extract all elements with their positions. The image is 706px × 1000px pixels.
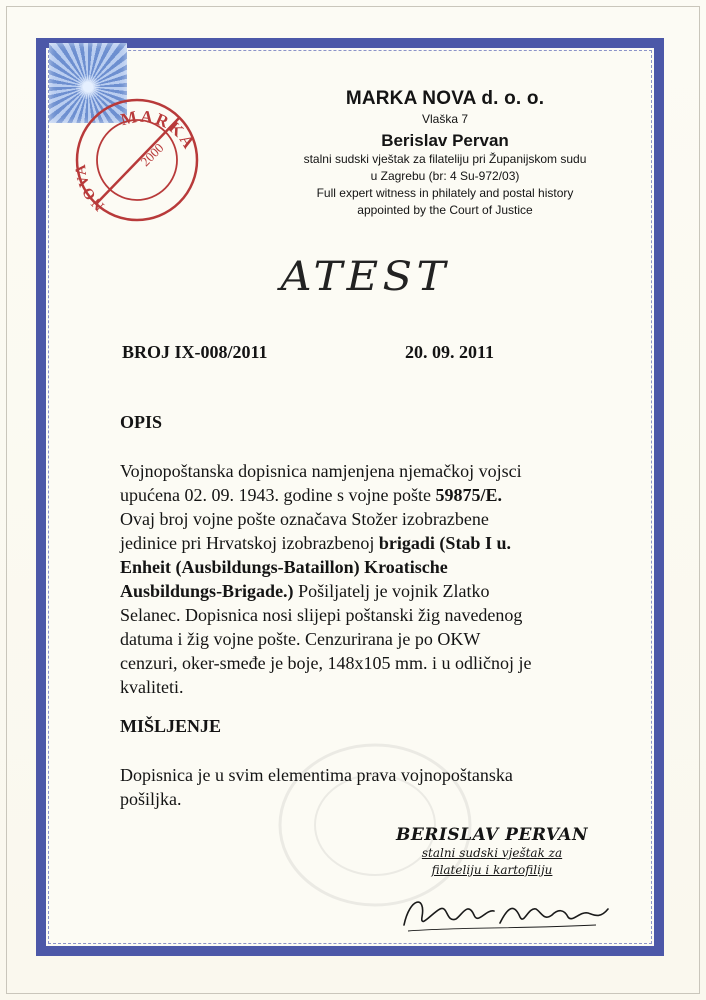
section-heading-misljenje: MIŠLJENJE <box>120 716 222 736</box>
signature-block <box>372 825 612 879</box>
description-line: Vojnopoštanska dopisnica namjenjena njemačkoj vojsci <box>120 461 522 481</box>
description-line: Ausbildungs-Brigade.) Pošiljatelj je vojnik Zlatko <box>120 581 490 601</box>
expert-credential-line: Full expert witness in philately and postal history <box>316 186 574 200</box>
signature-role-line: stalni sudski vještak za <box>421 846 563 860</box>
stamp-seal-icon <box>72 95 202 225</box>
section-heading-opis: OPIS <box>120 412 163 432</box>
expert-credential-line: appointed by the Court of Justice <box>357 203 533 217</box>
opinion-line: Dopisnica je u svim elementima prava vojnopoštanska <box>120 765 513 785</box>
svg-text:NOVA <box>73 162 108 213</box>
description-line: Ovaj broj vojne pošte označava Stožer izobrazbene <box>120 509 489 529</box>
handwritten-signature-icon <box>396 887 616 937</box>
signature-role-line: filateliju i kartofiliju <box>431 863 553 877</box>
watermark-stamp-icon <box>270 730 480 910</box>
expert-credential-line: stalni sudski vještak za filateliju pri Županijskom sudu <box>303 152 587 166</box>
company-name: MARKA NOVA d. o. o. <box>345 88 545 109</box>
description-line: Enheit (Ausbildungs-Bataillon) Kroatische <box>120 557 448 577</box>
document-title: ATEST <box>280 254 450 300</box>
description-line: jedinice pri Hrvatskoj izobrazbenoj brigadi (Stab I u. <box>120 533 511 553</box>
stamp-text-year: 2000 <box>137 140 167 170</box>
certificate-date: 20. 09. 2011 <box>405 342 495 362</box>
description-line: datuma i žig vojne pošte. Cenzurirana je po OKW <box>120 629 481 649</box>
description-paragraph <box>120 459 610 699</box>
certificate-number: BROJ IX-008/2011 <box>122 342 268 362</box>
description-line: cenzuri, oker-smeđe je boje, 148x105 mm. i u odličnoj je <box>120 653 532 673</box>
company-address: Vlaška 7 <box>421 112 469 126</box>
stamp-text-marka: MARKA <box>118 106 200 154</box>
letterhead <box>270 88 620 219</box>
signature-name: BERISLAV PERVAN <box>395 825 589 845</box>
expert-name: Berislav Pervan <box>381 131 509 150</box>
stamp-text-nova: NOVA <box>72 162 108 214</box>
description-line: upućena 02. 09. 1943. godine s vojne pošte 59875/E. <box>120 485 502 505</box>
expert-credential-line: u Zagrebu (br: 4 Su-972/03) <box>370 169 520 183</box>
marka-nova-stamp <box>72 95 202 225</box>
opinion-line: pošiljka. <box>120 789 182 809</box>
description-line: Selanec. Dopisnica nosi slijepi poštanski žig navedenog <box>120 605 523 625</box>
description-line: kvaliteti. <box>120 677 184 697</box>
